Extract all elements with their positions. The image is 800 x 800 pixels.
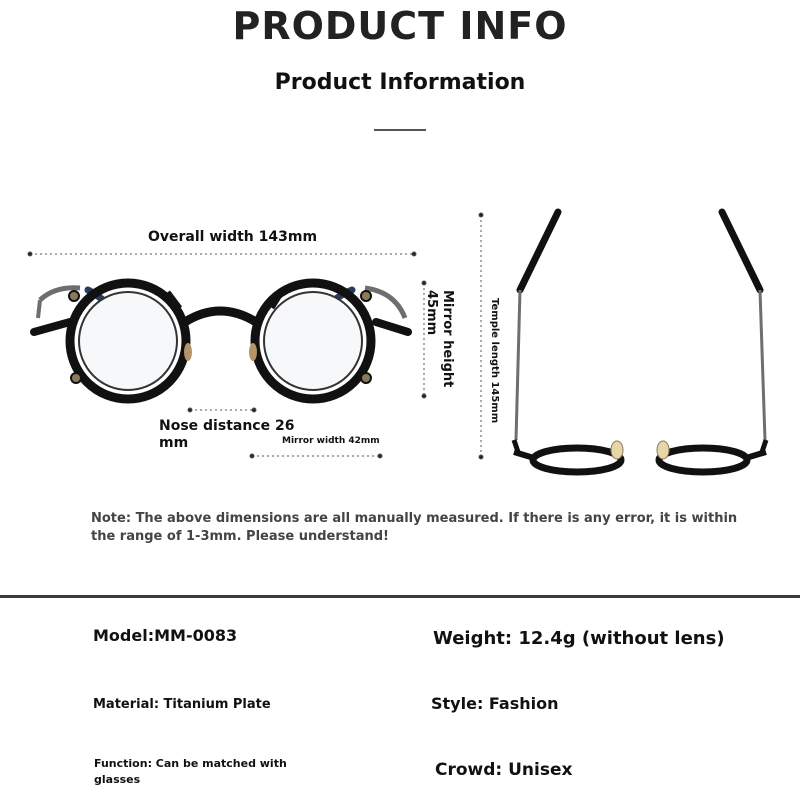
page-subtitle: Product Information bbox=[274, 70, 526, 95]
measurement-note: Note: The above dimensions are all manually measured. If there is any error, it is within the range of 1-3mm. Please understand! bbox=[91, 511, 738, 544]
section-divider bbox=[0, 595, 800, 598]
overall-width-label: Overall width 143mm bbox=[148, 229, 318, 245]
mirror-height-label bbox=[424, 290, 470, 390]
spec-crowd: Crowd: Unisex bbox=[435, 760, 573, 780]
spec-function-line2: glasses bbox=[94, 773, 141, 786]
spec-function-line1: Function: Can be matched with bbox=[94, 757, 287, 770]
nose-distance-label-line2: mm bbox=[159, 435, 189, 451]
spec-style: Style: Fashion bbox=[431, 694, 559, 713]
spec-weight: Weight: 12.4g (without lens) bbox=[433, 628, 725, 649]
spec-function bbox=[94, 756, 287, 788]
temple-length-measure bbox=[479, 213, 483, 459]
nose-distance-label-line1: Nose distance 26 bbox=[159, 418, 295, 434]
spec-material: Material: Titanium Plate bbox=[93, 697, 271, 712]
mirror-height-label-line2: 45mm bbox=[424, 290, 439, 336]
page-title: PRODUCT INFO bbox=[232, 4, 568, 48]
spec-model: Model:MM-0083 bbox=[93, 626, 238, 645]
mirror-width-label: Mirror width 42mm bbox=[282, 436, 380, 446]
temple-length-label: Temple length 145mm bbox=[489, 298, 500, 424]
mirror-height-label-line1: Mirror height bbox=[440, 290, 455, 388]
nose-distance-label bbox=[159, 418, 294, 452]
